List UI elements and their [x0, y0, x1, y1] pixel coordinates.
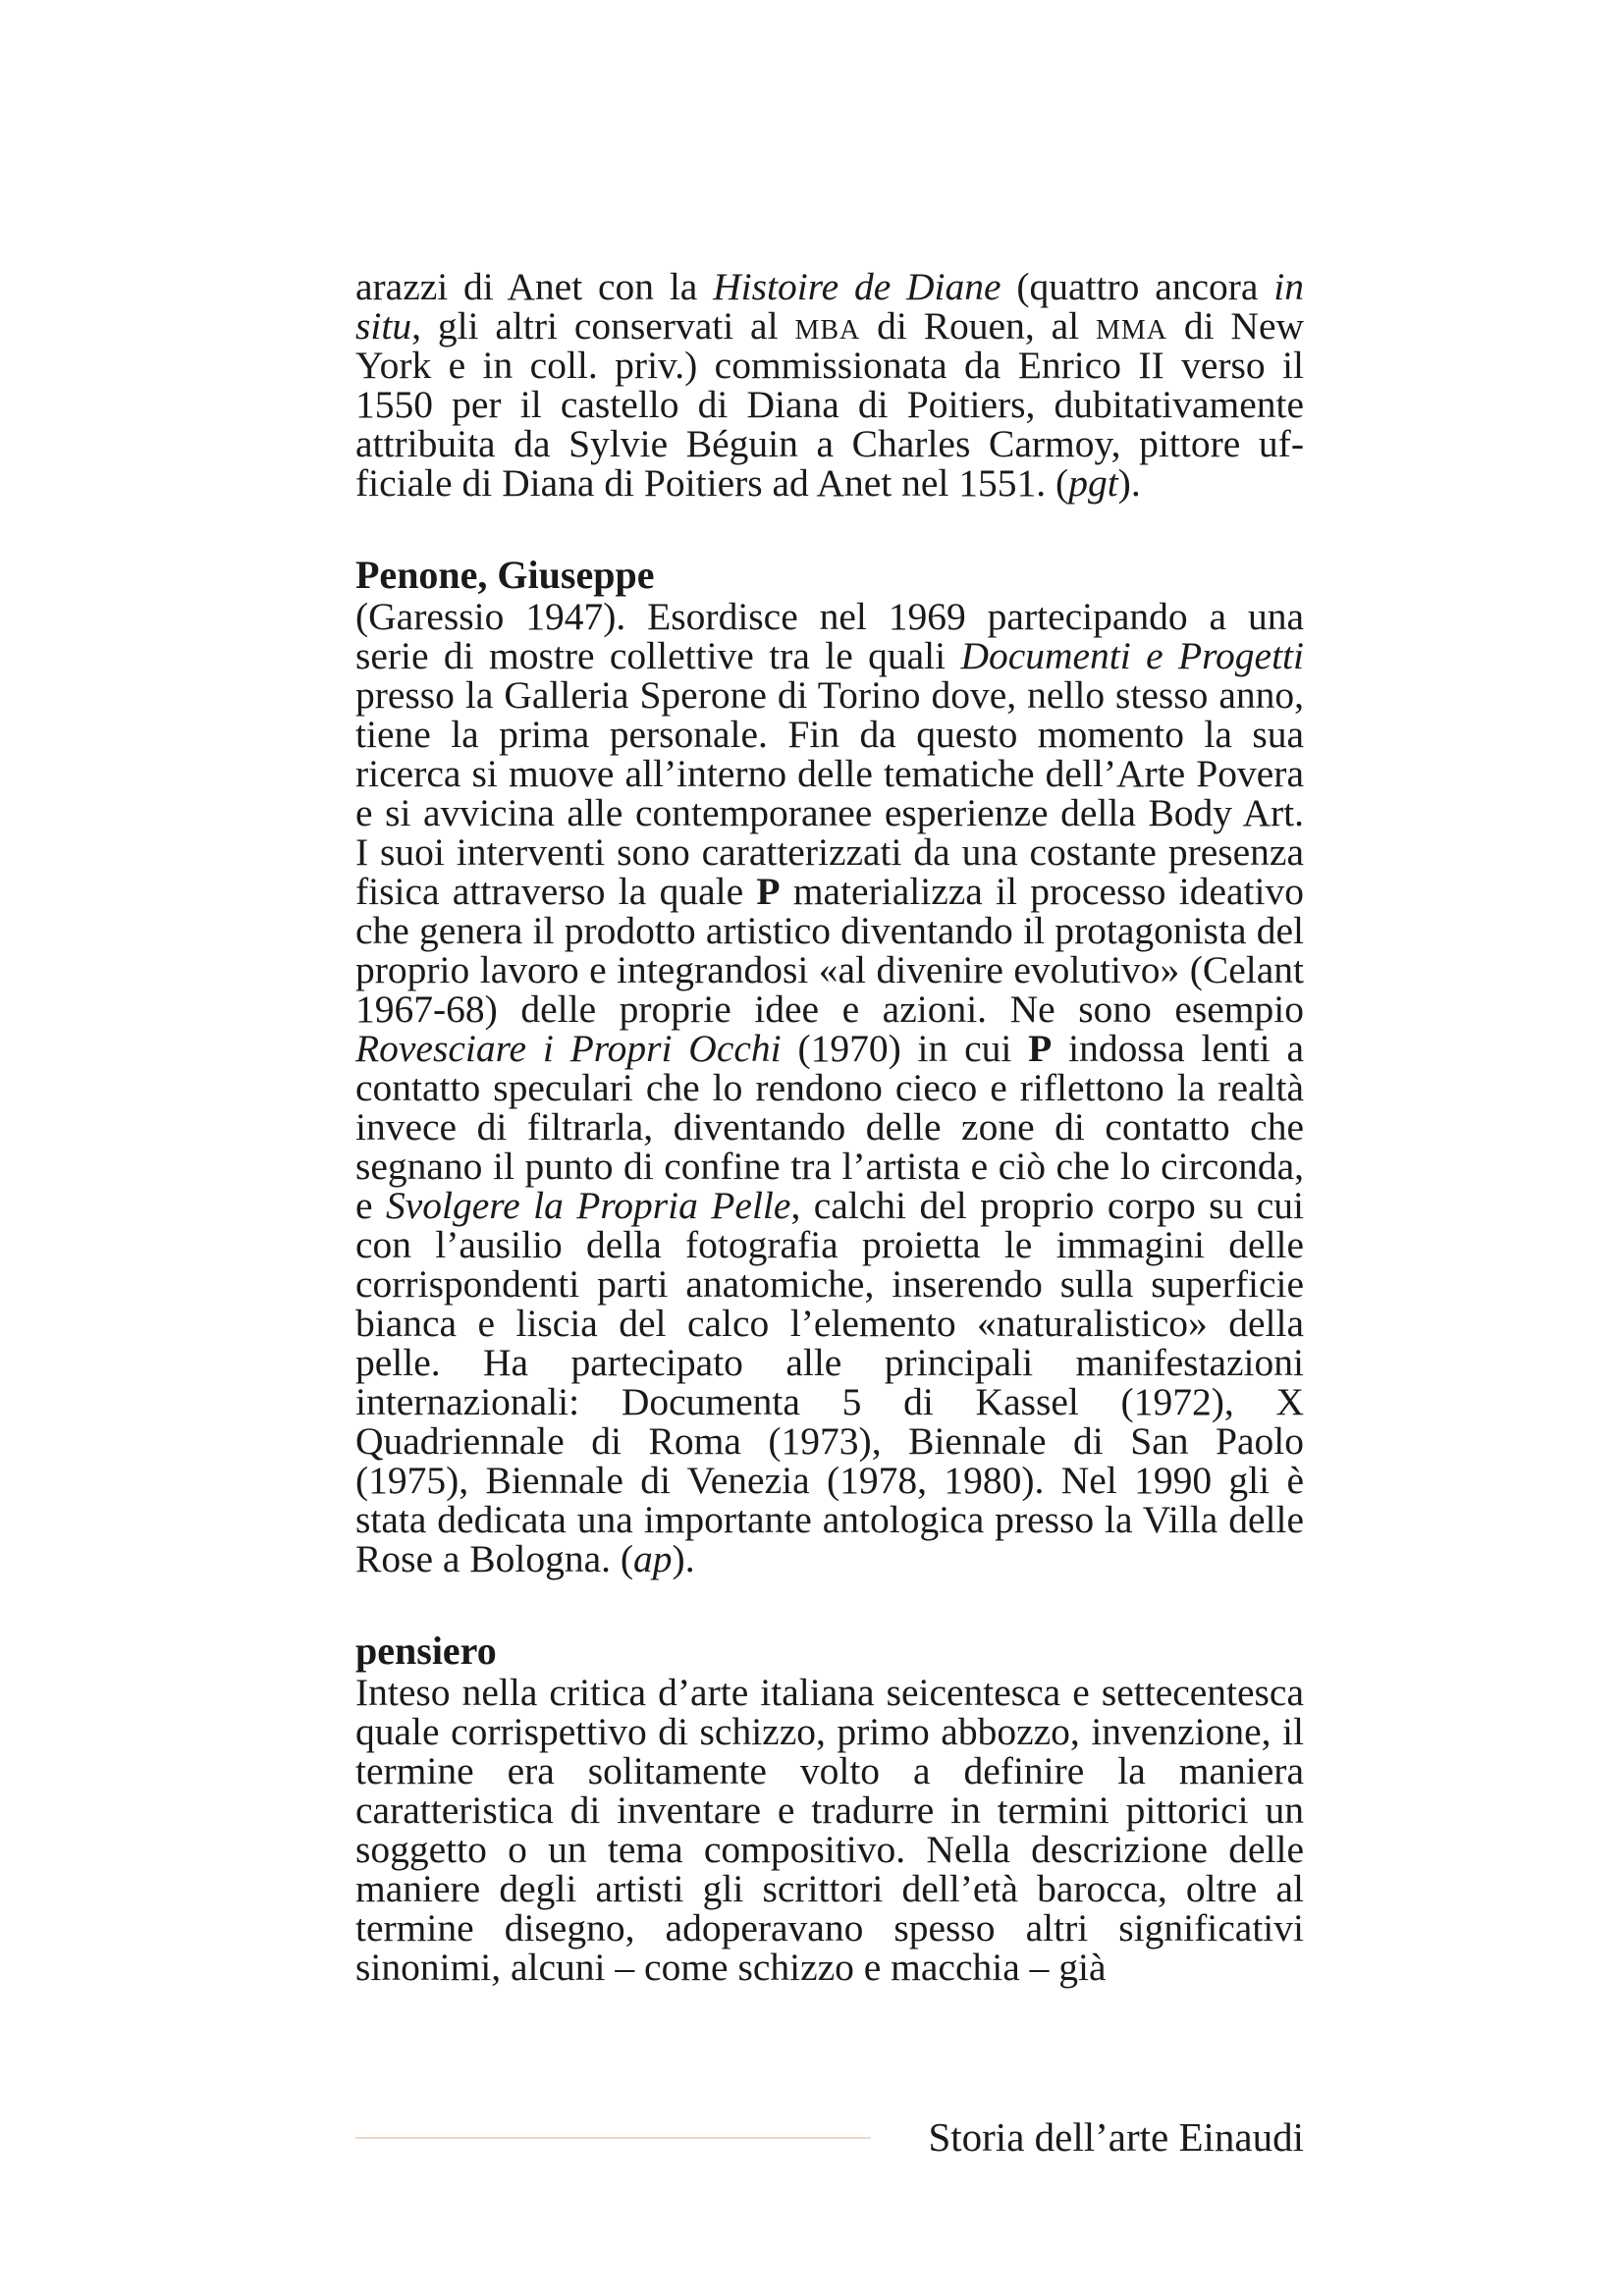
- text-run: di Rouen, al: [860, 304, 1096, 347]
- text-run: , calchi del proprio corpo su cui con l’ausilio della fotografia proietta le immagini delle corrispondenti parti anatomiche, inserendo sulla superficie bianca e liscia del calco l’elemento «naturalistico» della pelle. Ha partecipato alle principali manifestazioni internazionali: Documenta 5 di Kassel (1972), X Quadriennale di Roma (1973), Biennale di San Paolo (1975), Biennale di Venezia (1978, 1980). Nel 1990 gli è stata dedicata una importante antologica presso la Villa delle Rose a Bologna. (: [355, 1184, 1304, 1580]
- footer-rule: [355, 2137, 871, 2139]
- italic-run: Documenti e Progetti: [960, 634, 1304, 677]
- text-run: (Garessio 1947). Esordisce nel 1969 partecipando a una serie di mostre collettive tra le quali: [355, 595, 1304, 677]
- italic-run: pgt: [1068, 461, 1118, 505]
- italic-run: Rovesciare i Propri Occhi: [355, 1027, 782, 1070]
- text-run: di New York e in coll. priv.) commissionata da Enrico II verso il 1550 per il castello di Diana di Poitiers, dubitativamente attribuita da Sylvie Béguin a Charles Carmoy, pittore ufficiale di Diana di Poitiers ad Anet nel 1551. (: [355, 304, 1305, 505]
- entry-body: [355, 597, 1304, 1578]
- italic-run: in situ: [355, 265, 1305, 347]
- text-run: indossa lenti a contatto speculari che lo rendono cieco e riflettono la realtà invece di filtrarla, diventando delle zone di contatto che segnano il punto di confine tra l’artista e ciò che lo circonda, e: [355, 1027, 1304, 1227]
- text-run: presso la Galleria Sperone di Torino dove, nello stesso anno, tiene la prima personale. Fin da questo momento la sua ricerca si muove all’interno delle tematiche dell’Arte Povera e si avvicina alle contemporanee esperienze della Body Art. I suoi interventi sono caratterizzati da una costante presenza fisica attraverso la quale: [355, 673, 1304, 913]
- bold-run: P: [756, 870, 781, 913]
- entry-heading: pensiero: [355, 1629, 497, 1673]
- entry-penone: [355, 554, 1304, 1578]
- entry-body: [355, 1673, 1304, 1987]
- italic-run: Histoire de Diane: [713, 265, 1001, 308]
- text-run: , gli altri conservati al: [411, 304, 795, 347]
- entry-heading: Penone, Giuseppe: [355, 553, 655, 597]
- page-footer: [355, 2112, 1304, 2162]
- text-run: (quattro ancora: [1001, 265, 1274, 308]
- text-run: materializza il processo ideativo che genera il prodotto artistico diventando il protagonista del proprio lavoro e integrandosi «al divenire evolutivo» (Celant 1967-68) delle proprie idee e azioni. Ne sono esempio: [355, 870, 1304, 1031]
- text-column: [355, 267, 1304, 2038]
- text-run: Inteso nella critica d’arte italiana seicentesca e settecentesca quale corrispettivo di schizzo, primo abbozzo, invenzione, il termine era solitamente volto a definire la maniera caratteristica di inventare e tradurre in termini pittorici un soggetto o un tema compositivo. Nella descrizione delle maniere degli artisti gli scrittori dell’età barocca, oltre al termine disegno, adoperavano spesso altri significativi sinonimi, alcuni – come schizzo e macchia – già: [355, 1671, 1304, 1989]
- smallcaps-run: mba: [794, 304, 861, 347]
- italic-run: Svolgere la Propria Pelle: [385, 1184, 791, 1227]
- text-run: arazzi di Anet con la: [355, 265, 714, 308]
- bold-run: P: [1028, 1027, 1053, 1070]
- entry-pensiero: [355, 1629, 1304, 1987]
- smallcaps-run: mma: [1095, 304, 1167, 347]
- text-run: (1970) in cui: [781, 1027, 1029, 1070]
- italic-run: ap: [633, 1537, 673, 1580]
- text-run: ).: [1117, 461, 1141, 505]
- footer-title: Storia dell’arte Einaudi: [928, 2114, 1304, 2160]
- text-run: ).: [672, 1537, 695, 1580]
- intro-paragraph: [355, 267, 1304, 503]
